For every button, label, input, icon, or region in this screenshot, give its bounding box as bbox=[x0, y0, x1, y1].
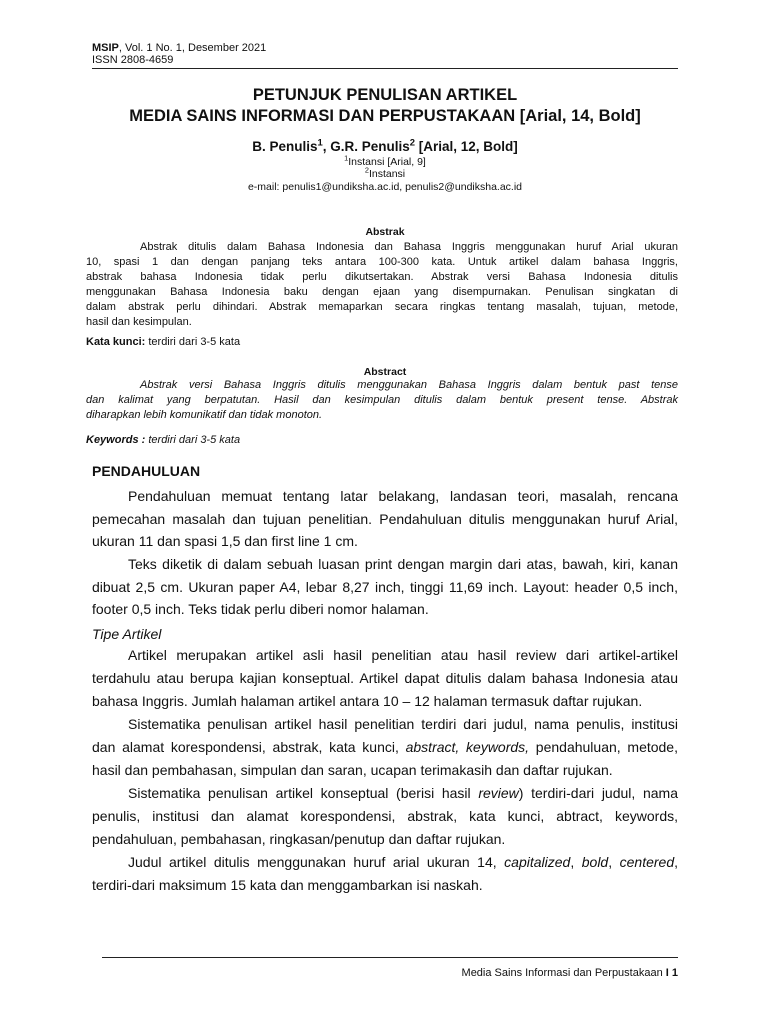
author-2-sup: 2 bbox=[409, 137, 416, 149]
text-run: pendahuluan, metode, bbox=[529, 739, 678, 755]
body-line: Teks diketik di dalam sebuah luasan print dengan margin dari atas, bawah, kiri, kanan bbox=[128, 556, 678, 572]
keywords-value: terdiri dari 3-5 kata bbox=[145, 434, 241, 446]
abstrak-line: abstrak bahasa Indonesia tidak perlu dikutsertakan. Abstrak versi Bahasa Indonesia ditulis bbox=[86, 271, 678, 283]
body-line: hasil dan pembahasan, simpulan dan saran, ucapan terimakasih dan daftar rujukan. bbox=[92, 762, 613, 778]
body-line: terdiri-dari maksimum 15 kata dan menggambarkan isi naskah. bbox=[92, 877, 483, 893]
abstract-line: dan kalimat yang berpatutan. Hasil dan kesimpulan ditulis dalam bentuk present tense. Abstrak bbox=[86, 394, 678, 406]
keywords bbox=[86, 434, 240, 446]
issn: ISSN 2808-4659 bbox=[92, 54, 174, 66]
text-run: , bbox=[570, 854, 582, 870]
inst-2: Instansi bbox=[368, 168, 406, 180]
author-note: [Arial, 12, Bold] bbox=[415, 139, 518, 154]
abstract-heading: Abstract bbox=[363, 366, 407, 378]
inst-1-sup: 1 bbox=[344, 153, 349, 163]
body-line bbox=[92, 782, 678, 804]
abstract-line: Abstrak versi Bahasa Inggris ditulis menggunakan Bahasa Inggris dalam bentuk past tense bbox=[140, 379, 678, 391]
running-header bbox=[92, 42, 266, 66]
keywords-label: Keywords : bbox=[86, 434, 146, 446]
paper-title bbox=[92, 85, 678, 127]
inst-1: Instansi [Arial, 9] bbox=[348, 156, 426, 168]
footer-rule bbox=[102, 957, 678, 958]
kata-kunci-label: Kata kunci: bbox=[86, 336, 146, 348]
text-run-italic: abstract, keywords, bbox=[405, 739, 530, 755]
text-run-italic: capitalized bbox=[504, 854, 571, 870]
abstract-line: diharapkan lebih komunikatif dan tidak monoton. bbox=[86, 409, 323, 421]
author-1: B. Penulis bbox=[252, 139, 318, 154]
title-line-1: PETUNJUK PENULISAN ARTIKEL bbox=[252, 86, 518, 104]
author-1-sup: 1 bbox=[317, 137, 323, 149]
abstrak-line: hasil dan kesimpulan. bbox=[86, 316, 192, 328]
body-line: pendahuluan, pembahasan, ringkasan/penutup dan daftar rujukan. bbox=[92, 831, 506, 847]
body-line: penulis, institusi dan alamat korespondensi, abstrak, kata kunci, abtract, keywords, bbox=[92, 808, 678, 824]
abstrak-heading: Abstrak bbox=[365, 226, 405, 238]
body-line: footer 0,5 inch. Teks tidak perlu diberi nomor halaman. bbox=[92, 601, 429, 617]
body-line: pemecahan masalah dan tujuan penelitian. Pendahuluan ditulis menggunakan huruf Arial, bbox=[92, 511, 678, 527]
body-line: Pendahuluan memuat tentang latar belakang, landasan teori, masalah, rencana bbox=[128, 488, 678, 504]
journal-issue: , Vol. 1 No. 1, Desember 2021 bbox=[118, 42, 267, 54]
body-line: terdahulu atau berupa kajian konseptual. Artikel dapat ditulis dalam bahasa Indonesia atau bbox=[92, 670, 678, 686]
body-line: Sistematika penulisan artikel hasil penelitian terdiri dari judul, nama penulis, institusi bbox=[128, 716, 678, 732]
journal-abbrev: MSIP bbox=[92, 42, 119, 54]
text-run: , bbox=[608, 854, 620, 870]
affiliation-2 bbox=[92, 165, 678, 180]
text-run: ) terdiri-dari judul, nama bbox=[518, 785, 678, 801]
text-run: dan alamat korespondensi, abstrak, kata kunci, bbox=[92, 739, 406, 755]
footer-journal: Media Sains Informasi dan Perpustakaan bbox=[461, 967, 666, 979]
section-heading-pendahuluan: PENDAHULUAN bbox=[92, 463, 201, 479]
abstrak-line: dalam abstrak perlu dihindari. Abstrak memaparkan secara ringkas tentang masalah, tujuan, metode, bbox=[86, 301, 678, 313]
kata-kunci-value: terdiri dari 3-5 kata bbox=[145, 336, 241, 348]
body-line: ukuran 11 dan spasi 1,5 dan first line 1 cm. bbox=[92, 533, 358, 549]
running-footer bbox=[462, 967, 678, 979]
author-list bbox=[92, 139, 678, 154]
text-run-italic: review bbox=[478, 785, 519, 801]
abstrak-line: 10, spasi 1 dan dengan panjang teks antara 100-300 kata. Untuk artikel dalam bahasa Inggris, bbox=[86, 256, 678, 268]
header-rule bbox=[92, 68, 678, 69]
abstrak-line: Abstrak ditulis dalam Bahasa Indonesia dan Bahasa Inggris menggunakan huruf Arial ukuran bbox=[140, 241, 678, 253]
body-line: bahasa Inggris. Jumlah halaman artikel antara 10 – 12 halaman termasuk daftar rujukan. bbox=[92, 693, 643, 709]
subsection-heading-tipe-artikel: Tipe Artikel bbox=[92, 626, 162, 642]
author-email: e-mail: penulis1@undiksha.ac.id, penulis2@undiksha.ac.id bbox=[247, 181, 523, 193]
author-2: G.R. Penulis bbox=[330, 139, 410, 154]
page-number: I 1 bbox=[665, 967, 678, 979]
text-run: Sistematika penulisan artikel konseptual (berisi hasil bbox=[128, 785, 479, 801]
kata-kunci bbox=[86, 336, 240, 348]
body-line: Artikel merupakan artikel asli hasil penelitian atau hasil review dari artikel-artikel bbox=[128, 647, 678, 663]
abstrak-line: menggunakan Bahasa Indonesia baku dengan ejaan yang disempurnakan. Penulisan singkatan di bbox=[86, 286, 678, 298]
author-sep: , bbox=[322, 139, 331, 154]
body-line: dibuat 2,5 cm. Ukuran paper A4, lebar 8,27 inch, tinggi 11,69 inch. Layout: header 0,5 inch, bbox=[92, 579, 678, 595]
text-run-italic: centered bbox=[619, 854, 675, 870]
title-line-2: MEDIA SAINS INFORMASI DAN PERPUSTAKAAN [Arial, 14, Bold] bbox=[129, 107, 641, 125]
text-run: , bbox=[674, 854, 679, 870]
inst-2-sup: 2 bbox=[364, 165, 369, 175]
text-run-italic: bold bbox=[581, 854, 609, 870]
body-line bbox=[92, 736, 678, 758]
body-line bbox=[92, 851, 678, 873]
affiliation-1 bbox=[92, 153, 678, 168]
text-run: Judul artikel ditulis menggunakan huruf arial ukuran 14, bbox=[128, 854, 505, 870]
